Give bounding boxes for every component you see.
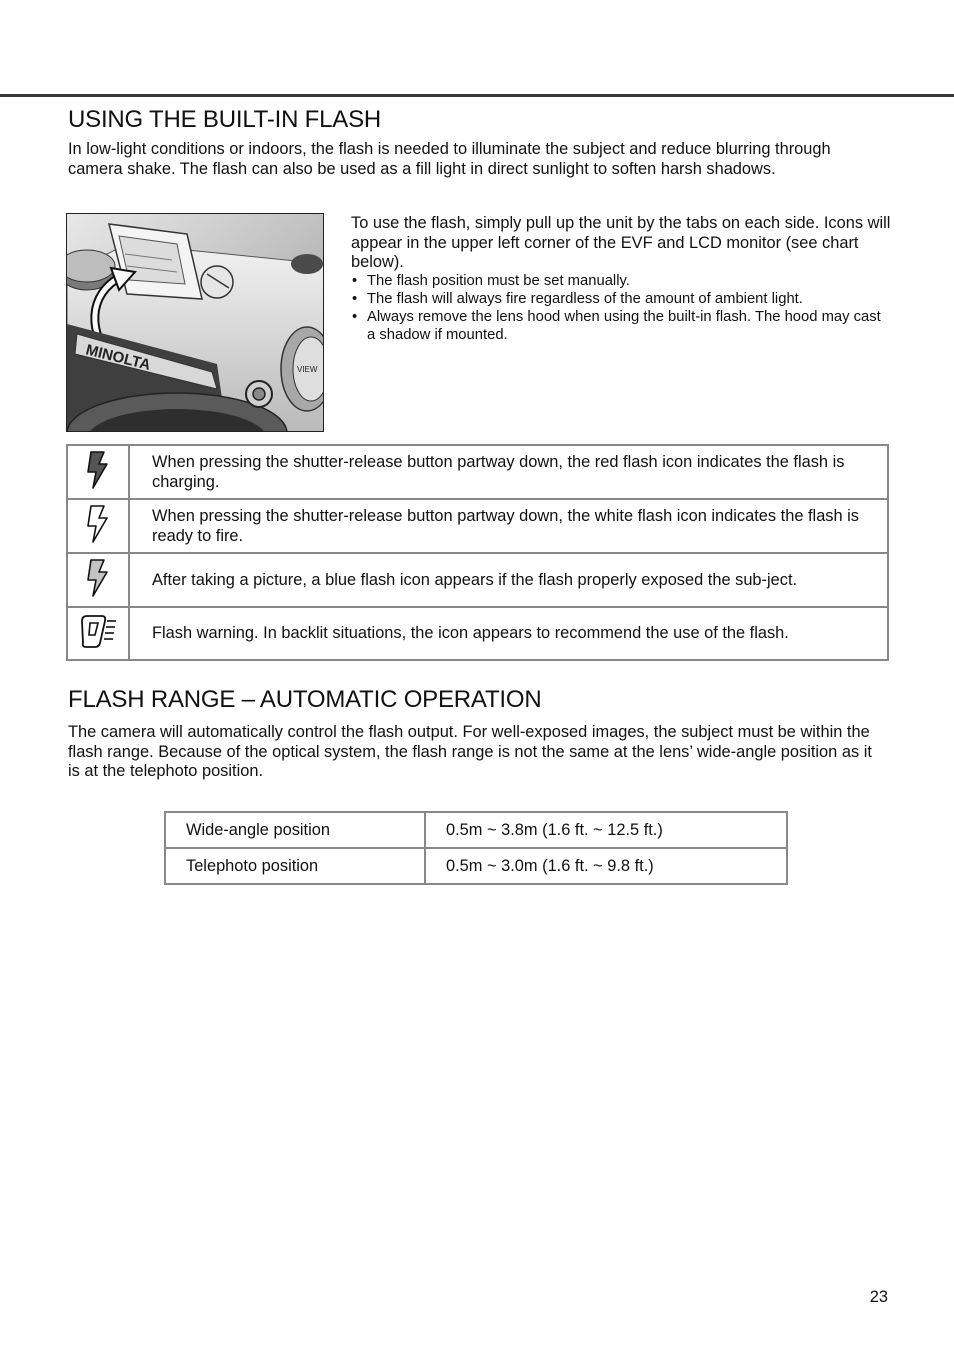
flash-note-1: • The flash position must be set manually. [351,272,891,290]
flash-charging-description: When pressing the shutter-release button partway down, the red flash icon indicates the flash is charging. [129,445,888,499]
flash-warning-description: Flash warning. In backlit situations, the icon appears to recommend the use of the flash. [129,607,888,660]
range-value: 0.5m ~ 3.0m (1.6 ft. ~ 9.8 ft.) [425,848,787,884]
flash-ready-icon [85,505,111,543]
camera-flash-photo [66,213,324,432]
range-position-label: Telephoto position [165,848,425,884]
page-number: 23 [869,1288,888,1306]
flash-note-2: • The flash will always fire regardless of the amount of ambient light. [351,290,891,308]
section-title-flash-range: FLASH RANGE – AUTOMATIC OPERATION [68,686,542,713]
flash-instructions: To use the flash, simply pull up the unit by the tabs on each side. Icons will appear in the upper left corner of the EVF and LCD monitor (see chart below). [351,214,891,271]
flash-range-intro: The camera will automatically control the flash output. For well-exposed images, the subject must be within the flash range. Because of the optical system, the flash range is not the same at the lens’ wide-angle position as it is at the telephoto position. [68,723,872,780]
flash-icon-table [66,444,889,661]
flash-charging-icon [85,451,111,489]
section-title-built-in-flash: USING THE BUILT-IN FLASH [68,106,382,133]
table-row [67,445,888,499]
camera-brand-text: MINOLTA [84,341,153,374]
range-value: 0.5m ~ 3.8m (1.6 ft. ~ 12.5 ft.) [425,812,787,848]
built-in-flash-intro: In low-light conditions or indoors, the flash is needed to illuminate the subject and reduce blurring through camera shake. The flash can also be used as a fill light in direct sunlight to soften harsh shadows. [68,140,831,178]
flash-range-table [164,811,788,885]
flash-notes-list [351,272,891,344]
table-row [165,848,787,884]
table-row [165,812,787,848]
top-rule [0,94,954,97]
flash-exposed-icon [85,559,111,597]
camera-illustration [67,214,324,432]
range-position-label: Wide-angle position [165,812,425,848]
flash-exposed-description: After taking a picture, a blue flash icon appears if the flash properly exposed the sub-ject. [129,553,888,607]
dial-text: VIEW [297,365,318,374]
table-row [67,607,888,660]
flash-note-3: • Always remove the lens hood when using the built-in flash. The hood may cast a shadow if mounted. [351,308,891,344]
table-row [67,499,888,553]
flash-ready-description: When pressing the shutter-release button partway down, the white flash icon indicates the flash is ready to fire. [129,499,888,553]
table-row [67,553,888,607]
flash-warning-icon [78,613,118,649]
